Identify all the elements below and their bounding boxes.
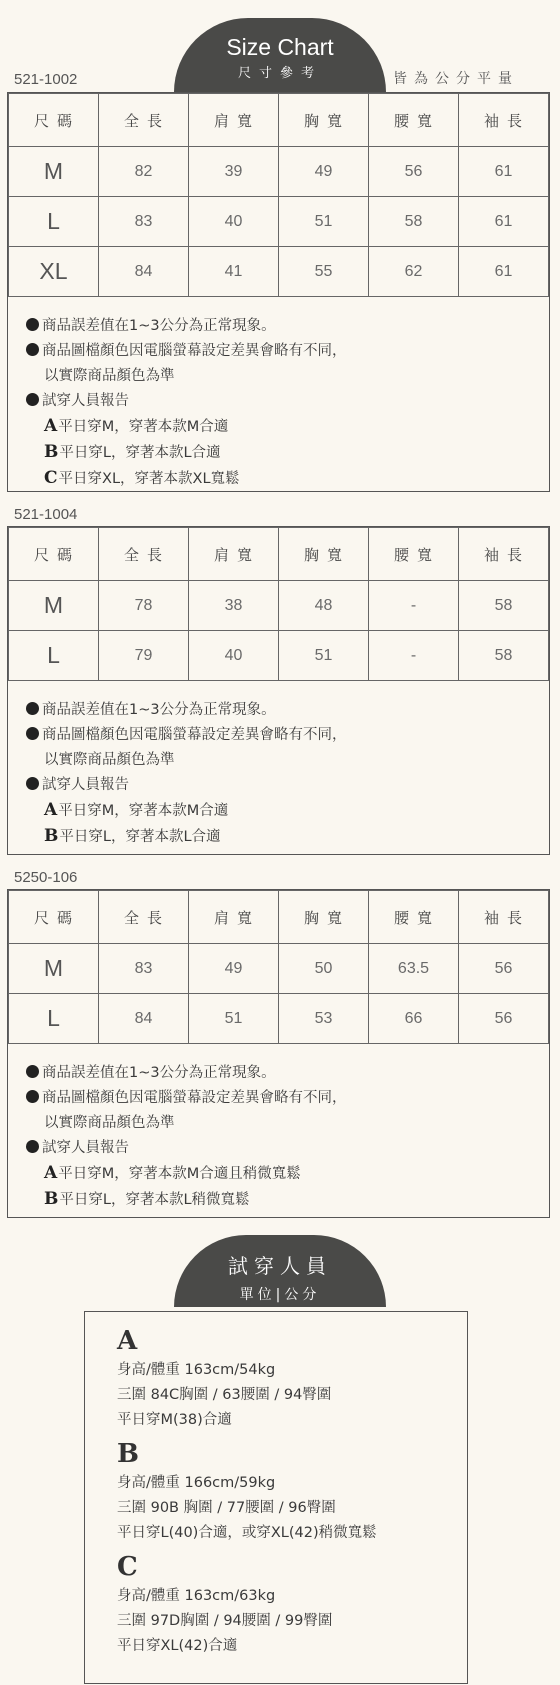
size-table-1	[8, 93, 549, 297]
bullet-icon	[26, 343, 39, 356]
models-subtitle: 單位|公分	[239, 1287, 321, 1303]
value-cell: 61	[459, 247, 549, 297]
value-cell: 62	[369, 247, 459, 297]
note-tryon-heading: 試穿人員報告	[42, 1140, 129, 1156]
table-header-row	[9, 891, 549, 944]
tryon-line	[26, 1161, 549, 1187]
col-size: 尺碼	[9, 528, 99, 581]
bullet-icon	[26, 727, 39, 740]
note-tolerance: 商品誤差值在1~3公分為正常現象。	[42, 1065, 276, 1081]
value-cell: 40	[189, 197, 279, 247]
notes-block-1	[8, 297, 549, 492]
value-cell: 83	[99, 197, 189, 247]
tryon-letter: A	[44, 1163, 58, 1183]
col-length: 全長	[99, 891, 189, 944]
value-cell: 38	[189, 581, 279, 631]
value-cell: 55	[279, 247, 369, 297]
tryon-line	[26, 1187, 549, 1213]
tryon-letter: C	[44, 468, 58, 488]
value-cell: -	[369, 581, 459, 631]
bullet-icon	[26, 702, 39, 715]
value-cell: 50	[279, 944, 369, 994]
product-code-1: 521-1002	[14, 71, 78, 88]
model-measurements: 三圍 97D胸圍 / 94腰圍 / 99臀圍	[117, 1613, 333, 1629]
col-waist: 腰寬	[369, 94, 459, 147]
col-shoulder: 肩寬	[189, 528, 279, 581]
tryon-letter: B	[44, 1189, 59, 1209]
model-height-weight: 身高/體重 163cm/54kg	[117, 1362, 276, 1378]
value-cell: 61	[459, 197, 549, 247]
col-length: 全長	[99, 94, 189, 147]
value-cell: 51	[279, 631, 369, 681]
model-usual-size: 平日穿XL(42)合適	[117, 1638, 238, 1654]
model-measurements: 三圍 84C胸圍 / 63腰圍 / 94臀圍	[117, 1387, 332, 1403]
value-cell: 58	[459, 581, 549, 631]
size-chart-subtitle: 尺寸參考	[237, 66, 322, 81]
notes-block-3	[8, 1044, 549, 1213]
tryon-line	[26, 798, 549, 824]
col-chest: 胸寬	[279, 528, 369, 581]
tryon-text: 平日穿M，穿著本款M合適	[58, 419, 229, 435]
value-cell: 40	[189, 631, 279, 681]
size-section-1	[7, 92, 550, 492]
size-cell: L	[9, 197, 99, 247]
tryon-letter: A	[44, 416, 58, 436]
table-row	[9, 247, 549, 297]
tryon-text: 平日穿L，穿著本款L稍微寬鬆	[59, 1192, 250, 1208]
value-cell: -	[369, 631, 459, 681]
col-sleeve: 袖長	[459, 94, 549, 147]
product-code-3: 5250-106	[14, 869, 78, 886]
model-card-a	[117, 1324, 467, 1433]
tryon-line	[26, 414, 549, 440]
value-cell: 51	[279, 197, 369, 247]
tryon-text: 平日穿L，穿著本款L合適	[59, 829, 221, 845]
table-header-row	[9, 528, 549, 581]
model-measurements: 三圍 90B 胸圍 / 77腰圍 / 96臀圍	[117, 1500, 336, 1516]
value-cell: 48	[279, 581, 369, 631]
table-row	[9, 197, 549, 247]
tryon-letter: B	[44, 826, 59, 846]
value-cell: 41	[189, 247, 279, 297]
value-cell: 58	[459, 631, 549, 681]
table-row	[9, 147, 549, 197]
table-row	[9, 631, 549, 681]
col-sleeve: 袖長	[459, 891, 549, 944]
value-cell: 51	[189, 994, 279, 1044]
value-cell: 61	[459, 147, 549, 197]
note-tryon-heading: 試穿人員報告	[42, 777, 129, 793]
tryon-letter: A	[44, 800, 58, 820]
col-size: 尺碼	[9, 94, 99, 147]
size-cell: M	[9, 944, 99, 994]
size-cell: L	[9, 994, 99, 1044]
notes-block-2	[8, 681, 549, 850]
tryon-text: 平日穿M，穿著本款M合適	[58, 803, 229, 819]
col-chest: 胸寬	[279, 94, 369, 147]
col-sleeve: 袖長	[459, 528, 549, 581]
value-cell: 53	[279, 994, 369, 1044]
tryon-line	[26, 466, 549, 492]
note-color: 商品圖檔顏色因電腦螢幕設定差異會略有不同，	[42, 1090, 347, 1106]
bullet-icon	[26, 393, 39, 406]
value-cell: 84	[99, 994, 189, 1044]
note-tryon-heading: 試穿人員報告	[42, 393, 129, 409]
value-cell: 56	[459, 994, 549, 1044]
table-row	[9, 944, 549, 994]
size-cell: XL	[9, 247, 99, 297]
model-card-b	[117, 1437, 467, 1546]
size-cell: M	[9, 581, 99, 631]
value-cell: 63.5	[369, 944, 459, 994]
size-section-2	[7, 526, 550, 855]
size-cell: L	[9, 631, 99, 681]
bullet-icon	[26, 1065, 39, 1078]
size-table-2	[8, 527, 549, 681]
value-cell: 82	[99, 147, 189, 197]
model-height-weight: 身高/體重 166cm/59kg	[117, 1475, 276, 1491]
note-color-cont: 以實際商品顏色為準	[44, 752, 175, 768]
col-shoulder: 肩寬	[189, 94, 279, 147]
value-cell: 56	[369, 147, 459, 197]
model-usual-size: 平日穿L(40)合適，或穿XL(42)稍微寬鬆	[117, 1525, 377, 1541]
models-title: 試穿人員	[228, 1254, 332, 1278]
models-box	[84, 1311, 468, 1684]
tryon-line	[26, 440, 549, 466]
bullet-icon	[26, 318, 39, 331]
table-header-row	[9, 94, 549, 147]
value-cell: 79	[99, 631, 189, 681]
note-tolerance: 商品誤差值在1~3公分為正常現象。	[42, 702, 276, 718]
tryon-line	[26, 824, 549, 850]
tryon-text: 平日穿L，穿著本款L合適	[59, 445, 221, 461]
size-cell: M	[9, 147, 99, 197]
model-usual-size: 平日穿M(38)合適	[117, 1412, 232, 1428]
bullet-icon	[26, 1090, 39, 1103]
unit-note: 皆為公分平量	[393, 71, 519, 87]
col-waist: 腰寬	[369, 891, 459, 944]
value-cell: 39	[189, 147, 279, 197]
product-code-2: 521-1004	[14, 506, 78, 523]
col-length: 全長	[99, 528, 189, 581]
note-color-cont: 以實際商品顏色為準	[44, 1115, 175, 1131]
table-row	[9, 581, 549, 631]
value-cell: 83	[99, 944, 189, 994]
models-tab	[174, 1235, 386, 1307]
model-card-c	[117, 1550, 467, 1659]
model-height-weight: 身高/體重 163cm/63kg	[117, 1588, 276, 1604]
col-waist: 腰寬	[369, 528, 459, 581]
col-shoulder: 肩寬	[189, 891, 279, 944]
table-row	[9, 994, 549, 1044]
value-cell: 66	[369, 994, 459, 1044]
tryon-text: 平日穿M，穿著本款M合適且稍微寬鬆	[58, 1166, 301, 1182]
value-cell: 84	[99, 247, 189, 297]
value-cell: 49	[189, 944, 279, 994]
size-table-3	[8, 890, 549, 1044]
value-cell: 58	[369, 197, 459, 247]
note-color-cont: 以實際商品顏色為準	[44, 368, 175, 384]
tryon-text: 平日穿XL，穿著本款XL寬鬆	[58, 471, 240, 487]
col-size: 尺碼	[9, 891, 99, 944]
model-letter: A	[117, 1326, 138, 1356]
note-color: 商品圖檔顏色因電腦螢幕設定差異會略有不同，	[42, 343, 347, 359]
size-chart-title: Size Chart	[226, 34, 334, 60]
bullet-icon	[26, 1140, 39, 1153]
note-tolerance: 商品誤差值在1~3公分為正常現象。	[42, 318, 276, 334]
value-cell: 49	[279, 147, 369, 197]
bullet-icon	[26, 777, 39, 790]
model-letter: C	[117, 1552, 138, 1582]
model-letter: B	[117, 1439, 139, 1469]
col-chest: 胸寬	[279, 891, 369, 944]
note-color: 商品圖檔顏色因電腦螢幕設定差異會略有不同，	[42, 727, 347, 743]
size-chart-tab	[174, 18, 386, 92]
tryon-letter: B	[44, 442, 59, 462]
size-section-3	[7, 889, 550, 1218]
value-cell: 78	[99, 581, 189, 631]
value-cell: 56	[459, 944, 549, 994]
